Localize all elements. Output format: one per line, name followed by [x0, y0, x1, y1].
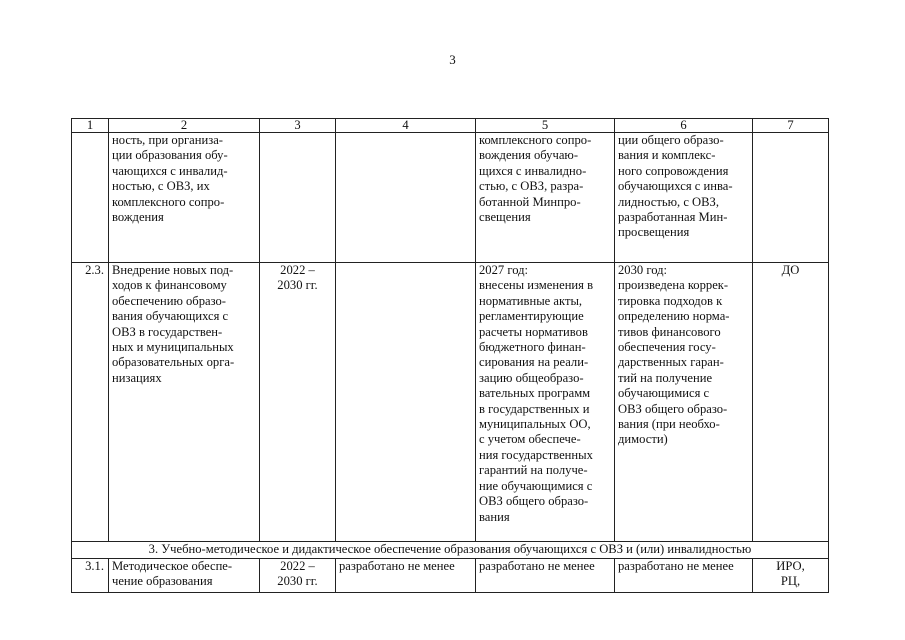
row-3-1-period: 2022 – 2030 гг. — [260, 559, 336, 593]
col-num-4: 4 — [336, 119, 476, 133]
row-2-3-col5: 2027 год: внесены изменения в нормативные акты, регламентирующие расчеты нормативов бюджетного финан- сирования на реали- зацию общеобразо- вательных программ в государственных и муниципальных ОО, с учетом обеспече- ния государственных гарантий на получе- ние обучающимися с ОВЗ общего образо- вания — [476, 263, 615, 542]
row-2-3-col4 — [336, 263, 476, 542]
cont-name-cell: ность, при организа- ции образования обу- чающихся с инвалид- ностью, с ОВЗ, их комплексного сопро- вождения — [109, 133, 260, 263]
row-3-1 — [72, 559, 829, 593]
row-2-3-name: Внедрение новых под- ходов к финансовому обеспечению образо- вания обучающихся с ОВЗ в государствен- ных и муниципальных образовательных орга- низациях — [109, 263, 260, 542]
cont-col6-cell: ции общего образо- вания и комплекс- ного сопровождения обучающихся с инва- лидностью, с ОВЗ, разработанная Мин- просвещения — [615, 133, 753, 263]
row-3-1-col4: разработано не менее — [336, 559, 476, 593]
cont-period-cell — [260, 133, 336, 263]
row-2-3-responsible: ДО — [753, 263, 829, 542]
row-3-1-responsible: ИРО, РЦ, — [753, 559, 829, 593]
continued-row — [72, 133, 829, 263]
cont-col5-cell: комплексного сопро- вождения обучаю- щихся с инвалидно- стью, с ОВЗ, разра- ботанной Минпро- свещения — [476, 133, 615, 263]
col-num-1: 1 — [72, 119, 109, 133]
measures-table — [71, 118, 829, 593]
cont-col7-cell — [753, 133, 829, 263]
col-num-3: 3 — [260, 119, 336, 133]
row-2-3-period: 2022 – 2030 гг. — [260, 263, 336, 542]
row-2-3 — [72, 263, 829, 542]
cont-col4-cell — [336, 133, 476, 263]
col-num-2: 2 — [109, 119, 260, 133]
col-num-7: 7 — [753, 119, 829, 133]
row-2-3-num: 2.3. — [72, 263, 109, 542]
column-number-row — [72, 119, 829, 133]
col-num-6: 6 — [615, 119, 753, 133]
section-3-heading: 3. Учебно-методическое и дидактическое обеспечение образования обучающихся с ОВЗ и (или) инвалидностью — [72, 542, 829, 559]
row-3-1-name: Методическое обеспе- чение образования — [109, 559, 260, 593]
section-3-row — [72, 542, 829, 559]
row-3-1-col6: разработано не менее — [615, 559, 753, 593]
cont-num-cell — [72, 133, 109, 263]
row-3-1-num: 3.1. — [72, 559, 109, 593]
row-2-3-col6: 2030 год: произведена коррек- тировка подходов к определению норма- тивов финансового обеспечения госу- дарственных гаран- тий на получение обучающимися с ОВЗ общего образо- вания (при необхо- димости) — [615, 263, 753, 542]
col-num-5: 5 — [476, 119, 615, 133]
page-number: 3 — [449, 52, 456, 67]
row-3-1-col5: разработано не менее — [476, 559, 615, 593]
